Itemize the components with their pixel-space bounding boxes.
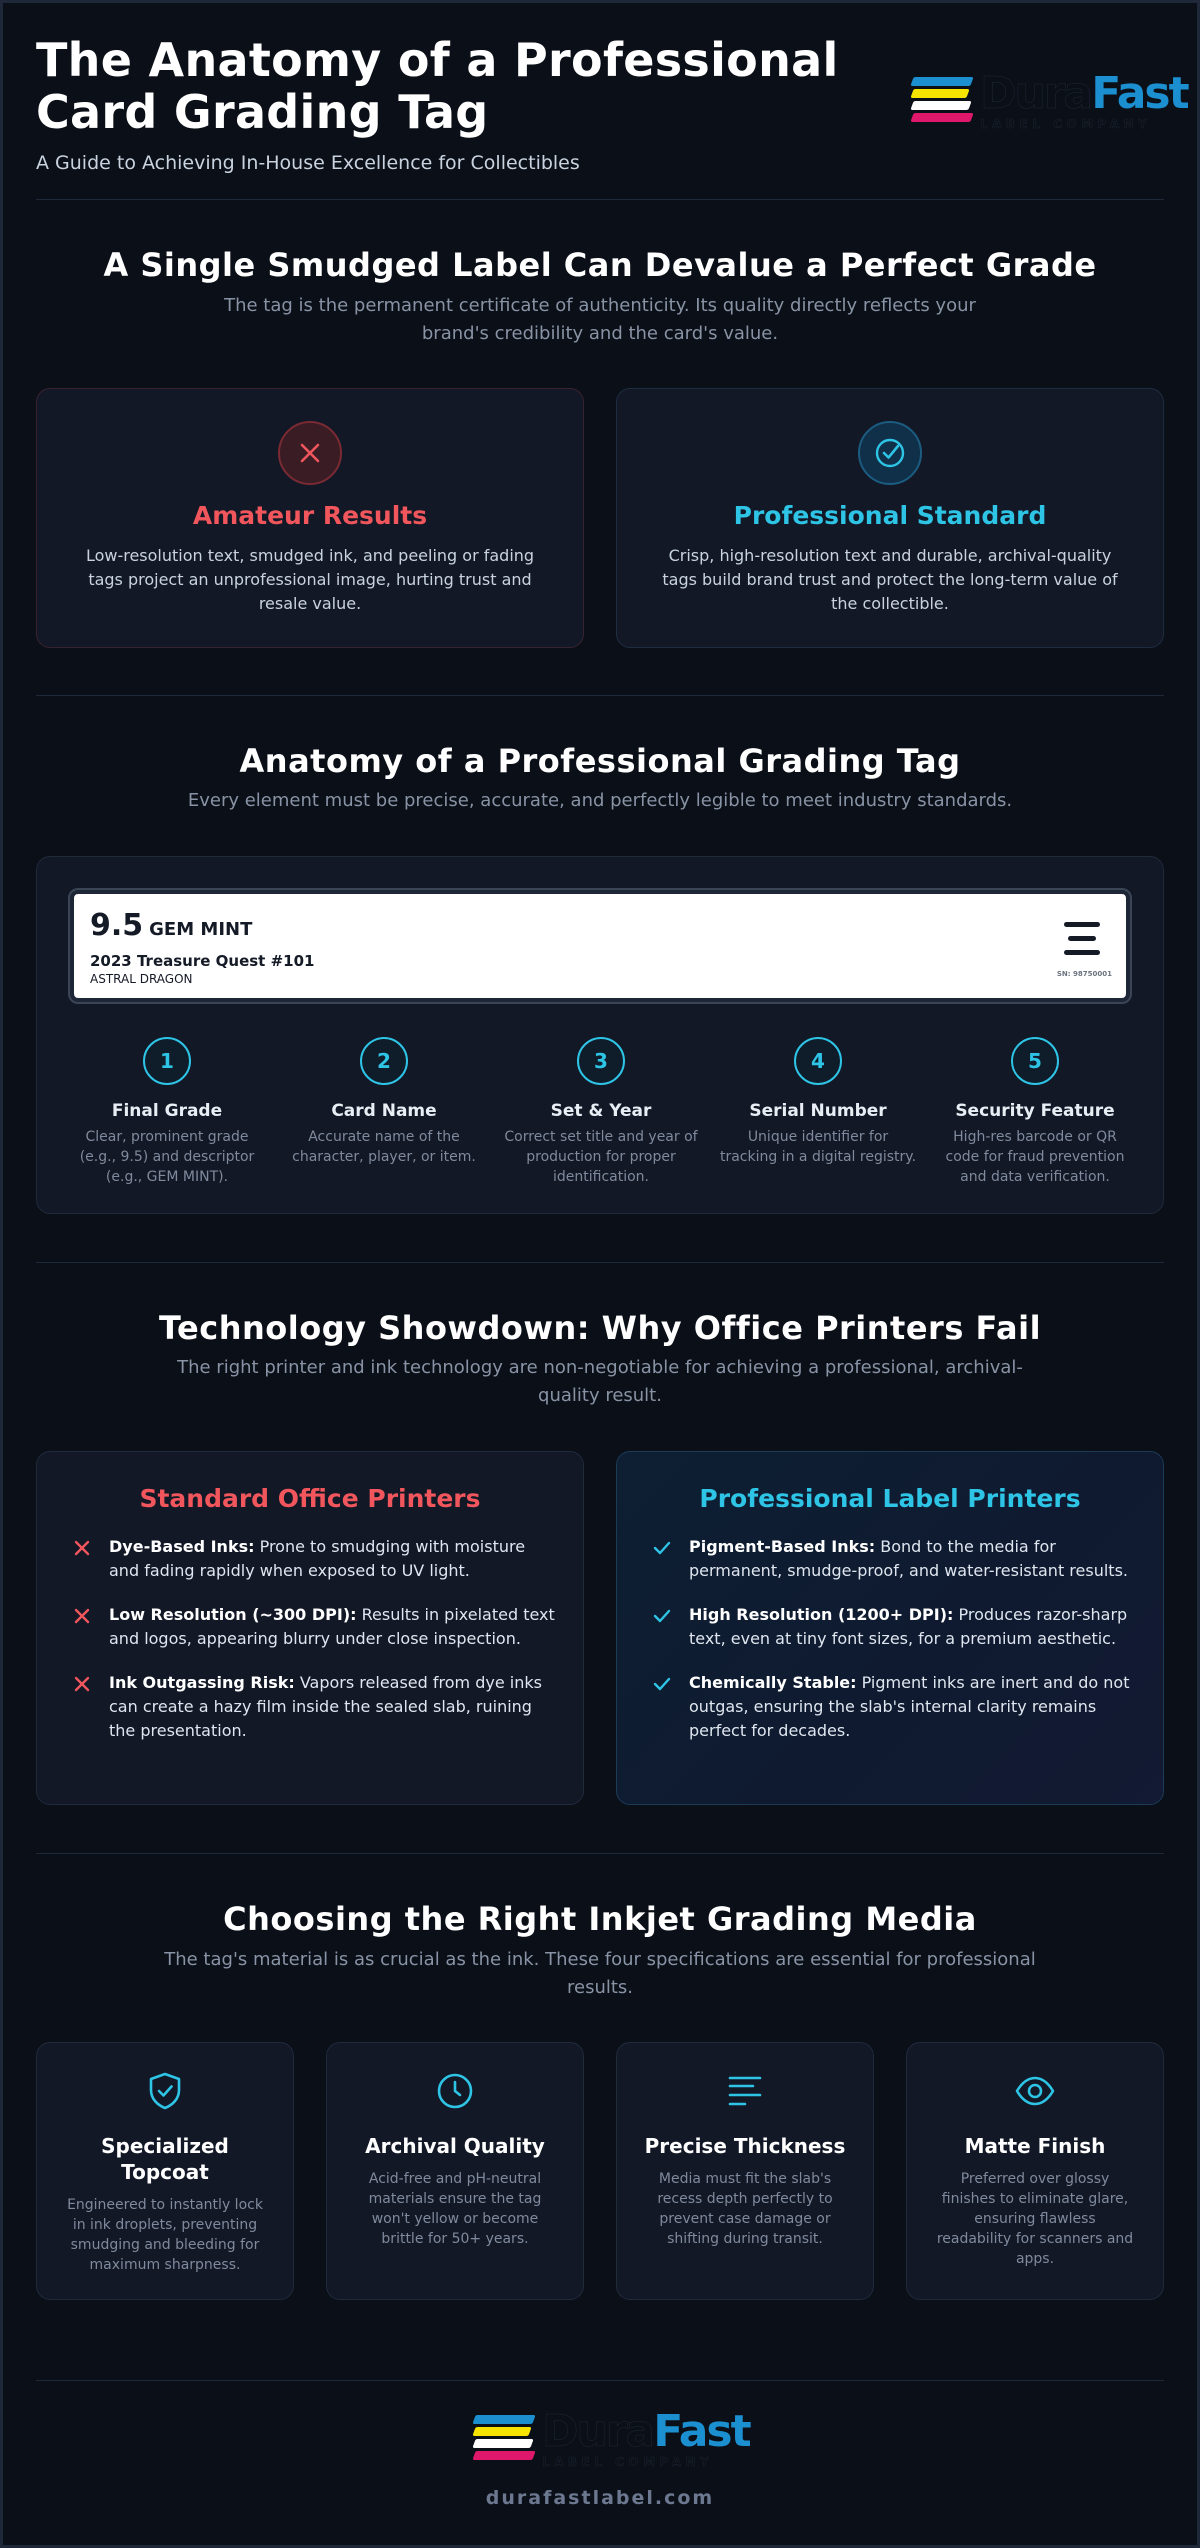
media-spec-title: Specialized Topcoat bbox=[101, 2134, 229, 2184]
media-spec-text: Media must fit the slab's recess depth perfectly to prevent case damage or shifting during transit. bbox=[657, 2171, 833, 2247]
logo-tagline: LABEL COMPANY bbox=[980, 117, 1152, 131]
logo-word-dura: Dura bbox=[980, 68, 1092, 119]
item-label: Ink Outgassing Risk: bbox=[109, 1673, 295, 1692]
point-text: High-res barcode or QR code for fraud prevention and data verification. bbox=[945, 1129, 1125, 1185]
eye-icon bbox=[1013, 2069, 1057, 2113]
barcode-icon bbox=[1064, 922, 1100, 964]
point-title: Security Feature bbox=[955, 1101, 1115, 1121]
tag-serial-number: SN: 98750001 bbox=[1056, 970, 1112, 978]
point-number-badge: 2 bbox=[360, 1037, 408, 1085]
logo-tagline: LABEL COMPANY bbox=[542, 2455, 714, 2469]
logo-stripes-icon bbox=[912, 73, 976, 129]
item-text: Bond to the media for permanent, smudge-proof, and water-resistant results. bbox=[689, 1537, 1128, 1580]
media-spec-title: Archival Quality bbox=[365, 2134, 545, 2158]
item-label: Pigment-Based Inks: bbox=[689, 1537, 876, 1556]
divider bbox=[36, 1262, 1164, 1263]
professional-standard-title: Professional Standard bbox=[733, 501, 1047, 530]
point-title: Final Grade bbox=[111, 1101, 223, 1121]
tag-grade-descriptor: GEM MINT bbox=[149, 919, 253, 940]
lines-icon bbox=[723, 2069, 767, 2113]
anatomy-point bbox=[718, 1037, 918, 1167]
x-icon bbox=[71, 1673, 93, 1695]
professional-standard-text: Crisp, high-resolution text and durable, archival-quality tags build brand trust and protect the long-term value of the collectible. bbox=[662, 546, 1118, 613]
check-circle-icon bbox=[858, 421, 922, 485]
list-item bbox=[37, 1671, 583, 1743]
item-label: Chemically Stable: bbox=[689, 1673, 857, 1692]
logo-stripes-icon bbox=[474, 2411, 538, 2467]
divider bbox=[36, 199, 1164, 200]
media-spec-card bbox=[906, 2042, 1164, 2300]
point-text: Unique identifier for tracking in a digital registry. bbox=[719, 1129, 917, 1165]
point-number-badge: 1 bbox=[143, 1037, 191, 1085]
page-subtitle: A Guide to Achieving In-House Excellence for Collectibles bbox=[36, 152, 580, 174]
footer-url-link[interactable]: durafastlabel.com bbox=[485, 2487, 715, 2509]
amateur-results-card bbox=[36, 388, 584, 648]
tag-card-name: 2023 Treasure Quest #101 bbox=[90, 952, 315, 970]
shield-check-icon bbox=[143, 2069, 187, 2113]
media-spec-title: Precise Thickness bbox=[644, 2134, 846, 2158]
clock-icon bbox=[433, 2069, 477, 2113]
item-text: Prone to smudging with moisture and fading rapidly when exposed to UV light. bbox=[109, 1537, 526, 1580]
media-spec-card bbox=[616, 2042, 874, 2300]
logo-word-dura: Dura bbox=[542, 2406, 654, 2457]
media-spec-title: Matte Finish bbox=[964, 2134, 1106, 2158]
label-printers-card bbox=[616, 1451, 1164, 1805]
item-label: Low Resolution (~300 DPI): bbox=[109, 1605, 357, 1624]
point-title: Card Name bbox=[331, 1101, 437, 1121]
anatomy-point bbox=[284, 1037, 484, 1167]
tag-card-subject: ASTRAL DRAGON bbox=[90, 972, 193, 986]
list-item bbox=[617, 1603, 1163, 1651]
anatomy-card bbox=[36, 856, 1164, 1214]
item-text: Results in pixelated text and logos, appearing blurry under close inspection. bbox=[109, 1605, 555, 1648]
media-spec-text: Acid-free and pH-neutral materials ensure the tag won't yellow or become brittle for 50+ years. bbox=[368, 2171, 542, 2247]
item-text: Produces razor-sharp text, even at tiny font sizes, for a premium aesthetic. bbox=[689, 1605, 1128, 1648]
list-item bbox=[37, 1603, 583, 1651]
divider bbox=[36, 2380, 1164, 2381]
professional-standard-card bbox=[616, 388, 1164, 648]
amateur-results-text: Low-resolution text, smudged ink, and peeling or fading tags project an unprofessional image, hurting trust and resale value. bbox=[85, 546, 535, 613]
header-logo bbox=[912, 68, 1188, 131]
title-line-2: Card Grading Tag bbox=[36, 85, 489, 139]
label-printers-list bbox=[617, 1535, 1163, 1743]
office-printers-title: Standard Office Printers bbox=[139, 1484, 481, 1513]
title-line-1: The Anatomy of a Professional bbox=[36, 33, 839, 87]
page-title bbox=[36, 34, 856, 138]
x-icon bbox=[71, 1605, 93, 1627]
anatomy-point bbox=[501, 1037, 701, 1187]
section-subtitle-devalue: The tag is the permanent certificate of authenticity. Its quality directly reflects your brand's credibility and the card's value. bbox=[224, 295, 976, 344]
tag-grade bbox=[90, 908, 252, 943]
office-printers-card bbox=[36, 1451, 584, 1805]
point-text: Correct set title and year of production for proper identification. bbox=[504, 1129, 698, 1185]
media-spec-text: Engineered to instantly lock in ink droplets, preventing smudging and bleeding for maximum sharpness. bbox=[67, 2197, 263, 2273]
tag-grade-number: 9.5 bbox=[90, 908, 144, 943]
media-spec-text: Preferred over glossy finishes to eliminate glare, ensuring flawless readability for scanners and apps. bbox=[936, 2171, 1134, 2267]
item-label: Dye-Based Inks: bbox=[109, 1537, 255, 1556]
anatomy-point bbox=[67, 1037, 267, 1187]
x-icon bbox=[278, 421, 342, 485]
item-text: Vapors released from dye inks can create a hazy film inside the sealed slab, ruining the presentation. bbox=[109, 1673, 542, 1740]
grading-tag-sample bbox=[70, 890, 1130, 1002]
point-title: Serial Number bbox=[749, 1101, 887, 1121]
section-title-anatomy: Anatomy of a Professional Grading Tag bbox=[239, 742, 961, 780]
media-spec-card bbox=[36, 2042, 294, 2300]
office-printers-list bbox=[37, 1535, 583, 1743]
check-icon bbox=[651, 1673, 673, 1695]
divider bbox=[36, 695, 1164, 696]
check-icon bbox=[651, 1605, 673, 1627]
section-title-devalue: A Single Smudged Label Can Devalue a Perfect Grade bbox=[103, 246, 1097, 284]
footer-logo bbox=[474, 2406, 750, 2469]
point-number-badge: 4 bbox=[794, 1037, 842, 1085]
point-number-badge: 3 bbox=[577, 1037, 625, 1085]
list-item bbox=[617, 1535, 1163, 1583]
point-title: Set & Year bbox=[550, 1101, 652, 1121]
section-subtitle-media: The tag's material is as crucial as the ink. These four specifications are essential for professional results. bbox=[164, 1949, 1036, 1998]
logo-word-fast: Fast bbox=[1091, 68, 1188, 119]
item-text: Pigment inks are inert and do not outgas, ensuring the slab's internal clarity remains perfect for decades. bbox=[689, 1673, 1130, 1740]
logo-word-fast: Fast bbox=[653, 2406, 750, 2457]
section-title-showdown: Technology Showdown: Why Office Printers Fail bbox=[158, 1309, 1042, 1347]
point-text: Clear, prominent grade (e.g., 9.5) and descriptor (e.g., GEM MINT). bbox=[79, 1129, 255, 1185]
section-title-media: Choosing the Right Inkjet Grading Media bbox=[223, 1900, 977, 1938]
list-item bbox=[617, 1671, 1163, 1743]
list-item bbox=[37, 1535, 583, 1583]
anatomy-point bbox=[935, 1037, 1135, 1187]
label-printers-title: Professional Label Printers bbox=[699, 1484, 1081, 1513]
section-subtitle-showdown: The right printer and ink technology are non-negotiable for achieving a professional, archival-quality result. bbox=[177, 1357, 1023, 1406]
section-subtitle-anatomy: Every element must be precise, accurate, and perfectly legible to meet industry standards. bbox=[187, 790, 1013, 811]
point-number-badge: 5 bbox=[1011, 1037, 1059, 1085]
amateur-results-title: Amateur Results bbox=[192, 501, 428, 530]
divider bbox=[36, 1853, 1164, 1854]
point-text: Accurate name of the character, player, or item. bbox=[292, 1129, 476, 1165]
media-spec-card bbox=[326, 2042, 584, 2300]
check-icon bbox=[651, 1537, 673, 1559]
item-label: High Resolution (1200+ DPI): bbox=[689, 1605, 954, 1624]
x-icon bbox=[71, 1537, 93, 1559]
